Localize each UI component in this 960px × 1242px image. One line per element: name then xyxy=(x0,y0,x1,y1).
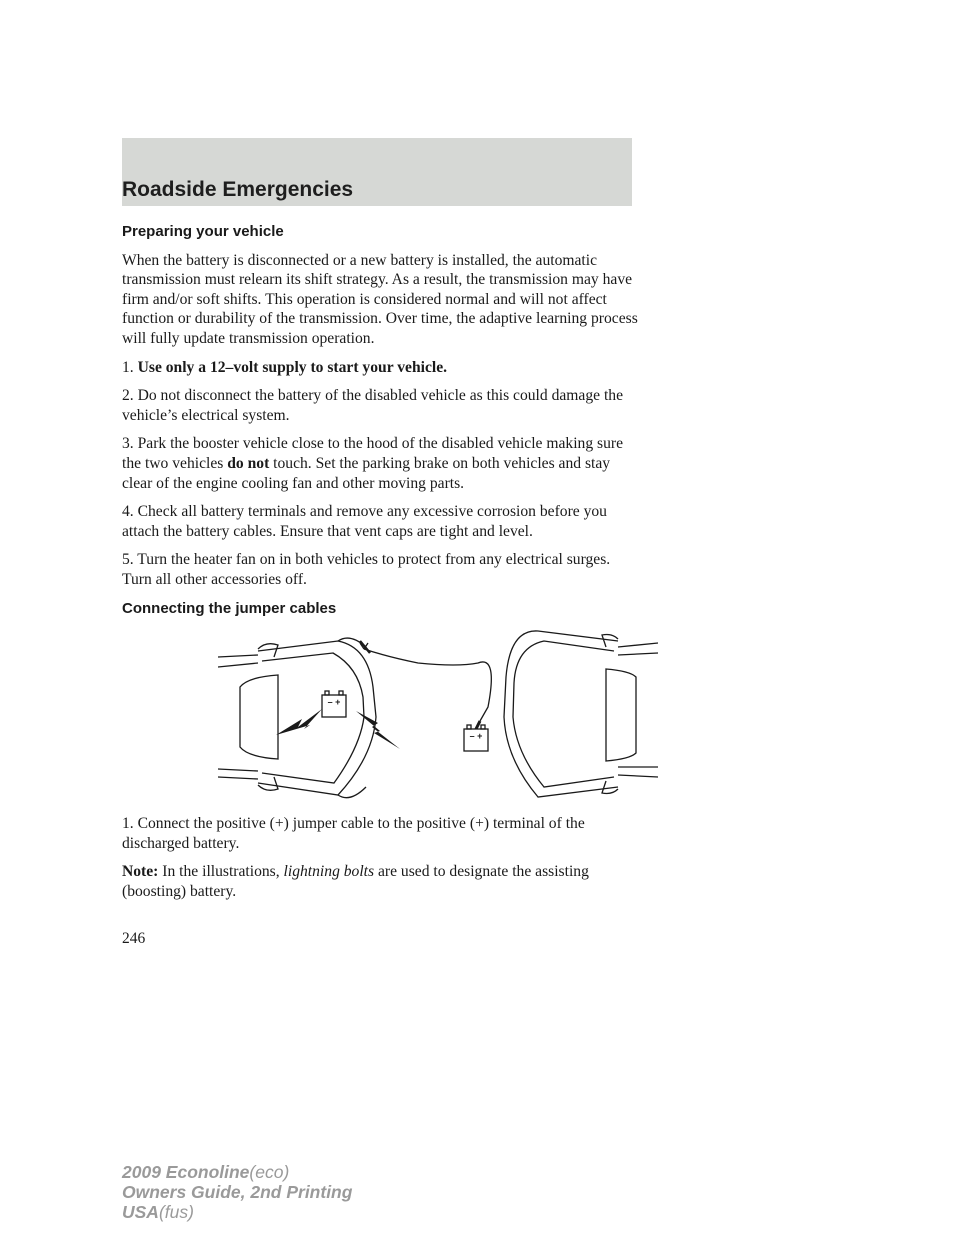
note-paragraph xyxy=(122,862,642,901)
note-italic: lightning bolts xyxy=(283,863,375,881)
step-1-text: Use only a 12–volt supply to start your vehicle. xyxy=(137,358,448,376)
footer-line-3 xyxy=(122,1202,352,1222)
section-title: Roadside Emergencies xyxy=(122,178,354,201)
step-1 xyxy=(122,358,642,378)
main-content xyxy=(122,222,642,910)
note-text-b: are used to designate the assisting (boosting) battery. xyxy=(122,863,589,900)
step-2: 2. Do not disconnect the battery of the disabled vehicle as this could damage the vehicle’s electrical system. xyxy=(122,387,624,424)
lightning-bolt-left-icon xyxy=(276,709,322,735)
step-3 xyxy=(122,434,642,493)
heading-preparing: Preparing your vehicle xyxy=(122,223,284,240)
heading-connecting: Connecting the jumper cables xyxy=(122,599,337,617)
jumper-cable-drawing xyxy=(360,641,491,729)
battery-left-icon xyxy=(322,691,346,717)
step-3-text-b: touch. Set the parking brake on both vehicles and stay clear of the engine cooling fan and other moving parts. xyxy=(122,454,611,492)
step-3-text-a: 3. Park the booster vehicle close to the hood of the disabled vehicle making sure the two vehicles xyxy=(122,435,624,472)
disabled-vehicle-drawing xyxy=(218,638,376,798)
footer-market: USA xyxy=(122,1202,159,1222)
booster-vehicle-drawing xyxy=(504,631,658,797)
intro-paragraph: When the battery is disconnected or a new battery is installed, the automatic transmission must relearn its shift strategy. As a result, the transmission may have firm and/or soft shifts. This operation is considered normal and will not affect function or durability of the transmission. Over time, the adaptive learning process will fully update transmission operation. xyxy=(122,251,638,347)
battery-right-icon xyxy=(464,725,488,751)
connect-step-1: 1. Connect the positive (+) jumper cable to the positive (+) terminal of the discharged battery. xyxy=(122,815,585,852)
jumper-cable-illustration xyxy=(218,627,658,802)
step-5: 5. Turn the heater fan on in both vehicles to protect from any electrical surges. Turn all other accessories off. xyxy=(122,551,611,588)
footer-line-2: Owners Guide, 2nd Printing xyxy=(122,1182,353,1202)
step-4: 4. Check all battery terminals and remove any excessive corrosion before you attach the battery cables. Ensure that vent caps are tight and level. xyxy=(122,503,607,540)
footer-line-1 xyxy=(122,1162,352,1182)
step-1-number: 1. xyxy=(122,358,134,376)
footer-model-code: (eco) xyxy=(249,1162,290,1182)
footer-market-code: (fus) xyxy=(158,1202,194,1222)
document-footer xyxy=(122,1162,352,1222)
step-3-emphasis: do not xyxy=(227,454,270,472)
battery-right-label: – + xyxy=(469,731,483,742)
battery-left-label: – + xyxy=(327,697,341,708)
note-text-a: In the illustrations, xyxy=(158,863,284,881)
footer-model: 2009 Econoline xyxy=(122,1162,250,1182)
page-number: 246 xyxy=(122,930,146,947)
lightning-bolt-right-icon xyxy=(356,711,400,749)
note-label: Note: xyxy=(122,863,159,881)
